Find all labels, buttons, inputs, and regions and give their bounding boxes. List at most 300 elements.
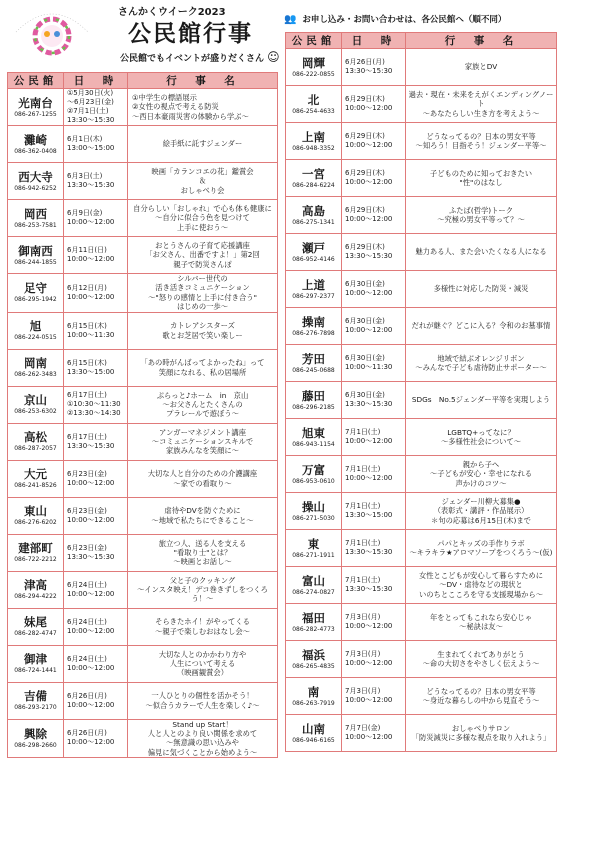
contact-text: お申し込み・お問い合わせは、各公民館へ（順不同） [302,15,507,25]
date-cell [342,419,406,456]
hall-name: 操山 [302,499,325,514]
event-cell: 年をとってもこれなら安心じゃ ～秘訣は友～ [406,604,557,641]
hall-cell [8,719,64,758]
hall-name: 御南西 [18,243,53,258]
date-line: 7月1日(土) [345,502,381,510]
hall-phone: 086-276-7898 [292,329,335,337]
date-line: ②13:30～14:30 [67,409,121,418]
hall-name: 京山 [24,393,47,408]
hall-cell [286,715,342,752]
date-line: ①5月30日(火) [67,89,114,97]
hall-cell [286,308,342,345]
hall-phone: 086-296-2185 [292,403,335,411]
hall-phone: 086-293-2170 [14,704,57,712]
date-cell [342,160,406,197]
hall-cell [8,608,64,645]
hall-cell [8,423,64,460]
date-line: 6月24日(土) [67,654,107,663]
event-cell: ジェンダー川柳大募集● （表彰式・講評・作品展示） ＊句の応募は6月15日(木)まで [406,493,557,530]
hall-phone: 086-263-7919 [292,699,335,707]
date-line: 6月17日(土) [67,391,107,400]
contact-note [284,13,506,25]
date-line: 6月26日(月) [67,691,107,700]
date-line: 10:00～12:00 [67,700,115,709]
hall-phone: 086-952-4146 [292,255,335,263]
event-cell: 映画「カランコエの花」鑑賞会 ＆ おしゃべり会 [128,163,278,200]
event-cell: LGBTQ+ってなに？ ～多様性社会について～ [406,419,557,456]
schedule-table-left [7,72,278,758]
hall-phone: 086-253-7581 [14,221,57,229]
hall-phone: 086-245-0688 [292,366,335,374]
table-row [8,349,278,386]
hall-phone: 086-271-1911 [292,551,335,559]
hall-cell [286,678,342,715]
hall-cell [286,123,342,160]
hall-cell [286,234,342,271]
date-line: 6月29日(木) [345,95,385,103]
hall-cell [8,200,64,237]
event-cell: 大切な人とのかかわり方や 人生について考える （映画観賞会） [128,645,278,682]
date-cell [342,678,406,715]
hall-name: 岡南 [24,356,47,371]
hall-phone: 086-946-6165 [292,736,335,744]
date-line: 10:00～12:00 [345,733,393,741]
hall-phone: 086-262-3483 [14,371,57,379]
hall-name: 旭東 [302,425,325,440]
hall-phone: 086-362-0408 [14,147,57,155]
table-row [286,604,557,641]
date-line: ～6月23日(金) [67,98,114,106]
hall-phone: 086-948-3352 [292,144,335,152]
date-line: 7月1日(土) [345,576,381,584]
date-line: 6月26日(月) [345,58,385,66]
date-line: 13:00～15:00 [67,144,115,152]
table-row [8,237,278,274]
date-line: 10:00～12:00 [345,622,393,630]
header-event: 行 事 名 [406,33,557,49]
table-row [286,160,557,197]
date-cell [64,682,128,719]
hall-cell [286,197,342,234]
date-line: 6月29日(木) [345,206,385,214]
date-line: 13:30～15:30 [345,252,393,260]
hall-name: 足守 [24,281,47,296]
event-cell: 子どものために知っておきたい "性"のはなし [406,160,557,197]
hall-name: 岡輝 [302,55,325,70]
hall-cell [286,641,342,678]
hall-cell [8,645,64,682]
date-line: 10:00～12:00 [67,478,115,487]
event-cell: 虐待やDVを防ぐために ～地域で私たちにできること～ [128,497,278,534]
date-line: ①10:30～11:30 [67,400,121,409]
event-cell: 大切な人と自分のための介護講座 ～家での看取り～ [128,460,278,497]
table-row [8,534,278,571]
date-line: 10:00～12:00 [345,178,393,186]
date-line: 10:00～12:00 [345,104,393,112]
date-cell [342,308,406,345]
table-row [8,312,278,349]
header-hall: 公民館 [8,73,64,89]
date-line: 6月3日(土) [67,172,103,180]
date-line: 6月1日(木) [67,135,103,143]
date-line: 6月17日(土) [67,432,107,441]
hall-name: 上道 [302,277,325,292]
date-line: 13:30～15:30 [67,441,115,450]
hall-phone: 086-953-0610 [292,477,335,485]
date-line: 10:00～12:00 [345,659,393,667]
event-cell: 生まれてくれてありがとう ～命の大切さをやさしく伝えよう～ [406,641,557,678]
hall-phone: 086-282-4747 [14,630,57,638]
event-cell: そらきたホイ！がやってくる ～親子で楽しむおはなし会～ [128,608,278,645]
date-line: 7月1日(土) [345,539,381,547]
table-row [8,200,278,237]
date-line: 6月30日(金) [345,391,385,399]
date-line: 10:00～12:00 [67,738,115,747]
event-cell: 「あの時がんばってよかったね」って 笑顔になれる、私の居場所 [128,349,278,386]
hall-cell [286,567,342,604]
hall-phone: 086-254-4633 [292,107,335,115]
date-line: 10:00～12:00 [345,474,393,482]
date-line: 7月3日(月) [345,650,381,658]
date-line: 6月23日(金) [67,543,107,552]
header-hall: 公民館 [286,33,342,49]
hall-name: 旭 [29,319,42,334]
date-line: 13:30～15:30 [67,552,115,561]
date-cell [342,234,406,271]
hall-name: 光南台 [18,95,53,110]
hall-name: 東 [307,536,320,551]
table-row [8,719,278,758]
table-row [286,271,557,308]
date-line: 10:00～12:00 [345,326,393,334]
table-row [286,197,557,234]
hall-phone: 086-275-1341 [292,218,335,226]
table-row [286,530,557,567]
date-line: 13:30～15:30 [345,400,393,408]
hall-phone: 086-253-6302 [14,408,57,416]
event-cell: 地域で結ぶオレンジリボン ～みんなで子ども虐待防止サポーター～ [406,345,557,382]
hall-cell [8,312,64,349]
date-line: 13:30～15:00 [67,367,115,376]
hall-name: 東山 [24,504,47,519]
table-row [8,497,278,534]
event-cell: 旅立つ人、送る人を支える "看取り士"とは？ ～映画とお話し～ [128,534,278,571]
event-cell: Stand up Start！ 人と人とのより良い関係を求めて ～無意識の思い込みや 偏見に気づくことから始めよう～ [128,719,278,758]
table-row [8,460,278,497]
date-cell [64,534,128,571]
hall-cell [8,349,64,386]
hall-cell [8,497,64,534]
date-line: 10:00～12:00 [67,255,115,263]
event-cell: カトレアシスターズ 歌とお芝居で笑い楽しー [128,312,278,349]
hall-cell [286,456,342,493]
date-cell [64,497,128,534]
hall-cell [286,530,342,567]
hall-cell [8,386,64,423]
hall-cell [286,493,342,530]
hall-phone: 086-244-1855 [14,258,57,266]
hall-name: 南 [307,684,320,699]
date-cell [64,163,128,200]
date-line: 13:30～15:30 [67,181,115,189]
date-line: 13:30～15:30 [345,67,393,75]
table-row [286,308,557,345]
hall-cell [286,86,342,123]
date-cell [64,312,128,349]
event-cell: 家族とDV [406,49,557,86]
date-line: 6月30日(金) [345,317,385,325]
hall-name: 高松 [24,430,47,445]
date-line: 10:00～12:00 [345,215,393,223]
table-row [8,682,278,719]
table-row [286,234,557,271]
hall-cell [8,571,64,608]
table-row [8,274,278,313]
date-cell [64,200,128,237]
event-cell: 親から子へ ～子どもが安心・幸せになれる 声かけのコツ～ [406,456,557,493]
event-label: さんかくウイーク2023 [118,7,226,18]
date-cell [342,567,406,604]
date-line: 10:00～12:00 [67,589,115,598]
date-line: 13:30～15:30 [345,548,393,556]
event-cell: ぷらっと♪ホーム in 京山 ～お父さんとたくさんの プラレールで遊ぼう～ [128,386,278,423]
date-cell [342,123,406,160]
date-line: 6月12日(月) [67,283,107,292]
date-line: ②7月1日(土) [67,107,109,115]
hall-phone: 086-295-1942 [14,296,57,304]
hall-cell [8,126,64,163]
event-cell: 女性とこどもが安心して暮らすために ～DV・虐待などの現状と いのちとこころを守る支援現場から～ [406,567,557,604]
hall-phone: 086-942-6252 [14,184,57,192]
date-cell [64,126,128,163]
date-cell [64,386,128,423]
date-line: 10:00～12:00 [67,663,115,672]
date-line: 10:00～12:00 [67,515,115,524]
event-cell: 多様性に対応した防災・減災 [406,271,557,308]
hall-cell [8,682,64,719]
hall-phone: 086-943-1154 [292,440,335,448]
event-cell: パパとキッズの手作りラボ ～キラキラ★アロマソープをつくろう～(仮) [406,530,557,567]
table-row [286,493,557,530]
hall-cell [286,345,342,382]
hall-cell [286,382,342,419]
hall-name: 高島 [302,203,325,218]
hall-phone: 086-276-6202 [14,519,57,527]
event-cell: おしゃべりサロン 「防災減災に多様な視点を取り入れよう」 [406,715,557,752]
hall-cell [8,237,64,274]
table-row [8,608,278,645]
table-row [8,386,278,423]
date-cell [64,349,128,386]
hall-name: 西大寺 [18,169,53,184]
hall-name: 一宮 [302,166,325,181]
date-cell [342,49,406,86]
date-line: 13:30～15:30 [67,116,115,124]
date-line: 6月11日(日) [67,246,107,254]
table-row [286,715,557,752]
date-cell [342,345,406,382]
hall-name: 福田 [302,610,325,625]
event-cell: だれが継ぐ？どこに入る？令和のお墓事情 [406,308,557,345]
people-icon: 👥 [284,14,297,25]
table-row [286,86,557,123]
date-line: 6月15日(木) [67,358,107,367]
hall-name: 富山 [302,573,325,588]
event-cell: SDGs No.5ジェンダー平等を実現しよう [406,382,557,419]
table-row [286,123,557,160]
hall-name: 大元 [24,467,47,482]
date-line: 6月30日(金) [345,280,385,288]
date-cell [64,719,128,758]
hall-phone: 086-267-1255 [14,110,57,118]
date-cell [342,382,406,419]
date-line: 10:00～12:00 [67,626,115,635]
date-cell [342,604,406,641]
hall-phone: 086-722-2212 [14,556,57,564]
table-row [8,645,278,682]
date-cell [342,530,406,567]
event-cell: 一人ひとりの個性を活かそう！ ～似合うカラーで人生を楽しく♪～ [128,682,278,719]
hall-cell [286,49,342,86]
header-event: 行 事 名 [128,73,278,89]
rows-left [8,89,278,758]
hall-name: 岡西 [24,206,47,221]
hall-phone: 086-224-0515 [14,334,57,342]
hall-name: 山南 [302,721,325,736]
hall-phone: 086-287-2057 [14,445,57,453]
hall-phone: 086-282-4773 [292,625,335,633]
table-row [8,126,278,163]
date-line: 7月3日(月) [345,613,381,621]
date-line: 7月1日(土) [345,428,381,436]
date-line: 10:00～12:00 [345,696,393,704]
tagline-text: 公民館でもイベントが盛りだくさん [120,54,265,64]
hall-cell [286,604,342,641]
hall-name: 万富 [302,462,325,477]
hall-name: 妹尾 [24,615,47,630]
page-title: 公民館行事 [128,20,253,47]
hall-cell [8,163,64,200]
table-row [286,382,557,419]
table-row [8,163,278,200]
date-line: 10:00～11:30 [345,363,393,371]
date-line: 6月30日(金) [345,354,385,362]
date-line: 6月29日(木) [345,243,385,251]
table-row [286,419,557,456]
hall-phone: 086-241-8526 [14,482,57,490]
table-row [286,567,557,604]
date-line: 6月15日(木) [67,321,107,330]
hall-name: 上南 [302,129,325,144]
tagline [120,50,280,64]
hall-cell [8,460,64,497]
date-line: 7月3日(月) [345,687,381,695]
hall-phone: 086-724-1441 [14,667,57,675]
date-line: 6月9日(金) [67,209,103,217]
date-cell [342,86,406,123]
hall-phone: 086-284-6224 [292,181,335,189]
date-line: 13:30～15:30 [345,585,393,593]
date-line: 6月23日(金) [67,469,107,478]
event-cell: 父と子のクッキング ～インスタ映え！デコ巻きずしをつくろう！～ [128,571,278,608]
hall-phone: 086-294-4222 [14,593,57,601]
date-cell [64,274,128,313]
date-line: 10:00～12:00 [345,437,393,445]
hall-cell [8,274,64,313]
event-cell: アンガーマネジメント講座 ～コミュニケーションスキルで 家族みんなを笑顔に～ [128,423,278,460]
hall-phone: 086-274-0827 [292,588,335,596]
date-cell [64,89,128,126]
hall-phone: 086-271-5030 [292,514,335,522]
hall-name: 芳田 [302,351,325,366]
hall-phone: 086-265-4835 [292,662,335,670]
hall-name: 灘崎 [24,132,47,147]
hall-name: 興除 [24,726,47,741]
hall-name: 津高 [24,578,47,593]
date-line: 10:00～12:00 [345,141,393,149]
event-cell: 絵手紙に託すジェンダー [128,126,278,163]
table-row [286,641,557,678]
hall-name: 御津 [24,652,47,667]
event-cell: シルバー世代の 活き活きコミュニケーション ～"怒りの感情と上手に付き合う" はじめの一歩～ [128,274,278,313]
hall-phone: 086-297-2377 [292,292,335,300]
date-line: 13:30～15:00 [345,511,393,519]
hall-phone: 086-298-2660 [14,741,57,749]
date-line: 6月29日(木) [345,132,385,140]
date-line: 7月1日(土) [345,465,381,473]
table-row [286,49,557,86]
date-cell [64,423,128,460]
table-row [286,678,557,715]
hall-name: 福浜 [302,647,325,662]
hall-name: 建部町 [18,541,53,556]
header-date: 日 時 [342,33,406,49]
date-cell [342,715,406,752]
smile-icon: ☺ [267,50,280,64]
date-line: 6月26日(月) [67,729,107,738]
date-cell [342,456,406,493]
wreath-logo-icon [6,2,98,68]
date-line: 10:00～12:00 [67,218,115,226]
date-line: 7月7日(金) [345,724,381,732]
table-row [286,456,557,493]
date-cell [342,271,406,308]
event-cell: ふたば(哲学)トーク ～究極の男女平等って？～ [406,197,557,234]
date-line: 6月29日(木) [345,169,385,177]
schedule-table-right [285,32,557,752]
hall-cell [8,89,64,126]
date-cell [64,460,128,497]
hall-name: 北 [307,92,320,107]
hall-phone: 086-222-0855 [292,70,335,78]
date-cell [64,571,128,608]
hall-name: 瀬戸 [302,240,325,255]
hall-cell [286,419,342,456]
date-line: 10:00～12:00 [345,289,393,297]
date-cell [342,641,406,678]
date-cell [342,197,406,234]
event-cell: どうなってるの？日本の男女平等 ～知ろう！目指そう！ジェンダー平等～ [406,123,557,160]
date-line: 10:00～12:00 [67,292,115,301]
date-cell [64,608,128,645]
event-cell: どうなってるの？日本の男女平等 ～身近な暮らしの中から見直そう～ [406,678,557,715]
header-date: 日 時 [64,73,128,89]
event-cell: 過去・現在・未来をえがくエンディングノート ～あなたらしい生き方を考えよう～ [406,86,557,123]
table-row [8,423,278,460]
hall-name: 吉備 [24,689,47,704]
hall-cell [8,534,64,571]
date-line: 10:00～11:30 [67,330,115,339]
